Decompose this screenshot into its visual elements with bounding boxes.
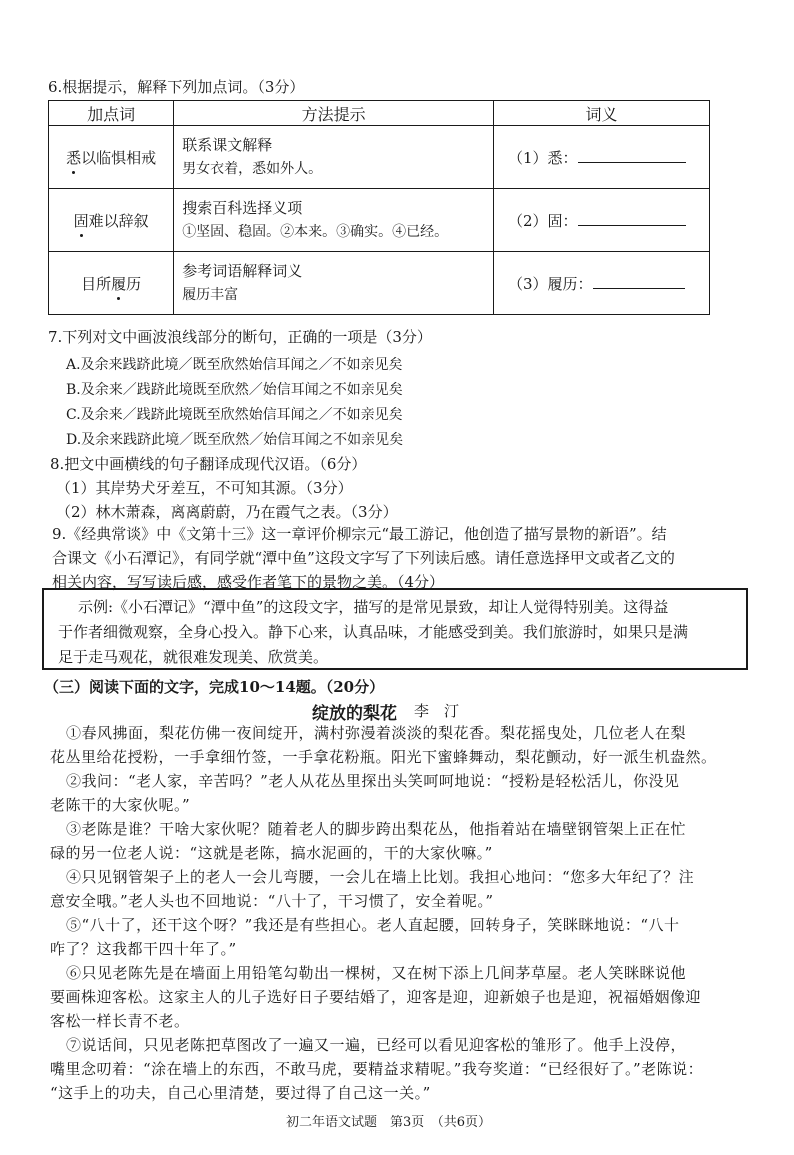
example-line-1: 示例:《小石潭记》“潭中鱼”的这段文字，描写的是常见景致，却让人觉得特别美。这得益 — [78, 598, 669, 616]
q6-header-hint: 方法提示 — [174, 101, 494, 126]
q6-row-2 — [49, 189, 710, 252]
article-para-line: ④只见钢管架子上的老人一会儿弯腰，一会儿在墙上比划。我担心地问：“您多大年纪了？注 — [66, 868, 695, 886]
dotted-char: 悉 — [66, 148, 82, 167]
answer-blank[interactable] — [578, 211, 686, 226]
article-para-line: ⑥只见老陈先是在墙面上用铅笔勾勒出一棵树，又在树下添上几间茅草屋。老人笑眯眯说他 — [66, 964, 687, 982]
q9-line-2: 合课文《小石潭记》，有同学就“潭中鱼”这段文字写了下列读后感。请任意选择甲文或者乙文的 — [52, 549, 675, 567]
article-para-line: 客松一样长青不老。 — [50, 1012, 190, 1030]
q6-hint-1 — [174, 126, 494, 189]
word-post: 以临惧相戒 — [81, 148, 157, 167]
page-footer: 初二年语文试题 第3页 （共6页） — [286, 1115, 492, 1130]
article-para-line: “这手上的功夫，自己心里清楚，要过得了自己这一关。” — [50, 1084, 431, 1102]
q7-title: 7.下列对文中画波浪线部分的断句，正确的一项是（3分） — [48, 328, 432, 346]
word-post: 历 — [126, 274, 142, 293]
q7-option-c: C.及余来／践跻此境既至欣然始信耳闻之／不如亲见矣 — [66, 407, 403, 423]
q7-option-d: D.及余来践跻此境／既至欣然／始信耳闻之不如亲见矣 — [66, 432, 404, 448]
q6-word-2 — [49, 189, 174, 252]
dotted-char: 履 — [111, 274, 127, 293]
article-author: 李 汀 — [414, 702, 460, 720]
q9-line-1: 9.《经典常谈》中《文第十三》这一章评价柳宗元“最工游记，他创造了描写景物的新语”。结 — [52, 525, 667, 543]
q6-word-3 — [49, 252, 174, 315]
article-para-line: 嘴里念叨着：“涂在墙上的东西，不敢马虎，要精益求精呢。”我夸奖道：“已经很好了。”老陈说： — [50, 1060, 704, 1078]
q6-table — [48, 100, 710, 315]
q6-row-3 — [49, 252, 710, 315]
word-pre: 目所 — [81, 274, 112, 293]
q6-header-meaning: 词义 — [493, 101, 709, 126]
article-para-line: 碌的另一位老人说：“这就是老陈，搞水泥画的，干的大家伙嘛。” — [50, 844, 493, 862]
article-para-line: ⑤“八十了，还干这个呀？”我还是有些担心。老人直起腰，回转身子，笑眯眯地说：“八十 — [66, 916, 680, 934]
article-para-line: 意安全哦。”老人头也不回地说：“八十了，干习惯了，安全着呢。” — [50, 892, 494, 910]
article-title: 绽放的梨花 — [312, 704, 397, 724]
dotted-char: 固 — [73, 211, 89, 230]
q8-title: 8.把文中画横线的句子翻译成现代汉语。（6分） — [50, 455, 367, 473]
q6-header-row — [49, 101, 710, 126]
q7-option-a: A.及余来践跻此境／既至欣然始信耳闻之／不如亲见矣 — [66, 357, 403, 373]
q8-item-1: （1）其岸势犬牙差互，不可知其源。（3分） — [56, 479, 353, 497]
q6-title: 6.根据提示，解释下列加点词。（3分） — [48, 78, 305, 96]
hint-title: 联系课文解释 — [182, 136, 273, 154]
hint-title: 参考词语解释词义 — [182, 262, 303, 280]
answer-blank[interactable] — [593, 274, 685, 289]
hint-title: 搜索百科选择义项 — [182, 199, 303, 217]
q6-hint-2 — [174, 189, 494, 252]
q6-answer-2 — [493, 189, 709, 252]
answer-blank[interactable] — [578, 148, 686, 163]
q9-example-box — [42, 588, 748, 670]
q8-item-2: （2）林木萧森，离离蔚蔚，乃在霞气之表。（3分） — [56, 503, 398, 521]
q7-option-b: B.及余来／践跻此境既至欣然／始信耳闻之不如亲见矣 — [66, 382, 403, 398]
answer-label: （3）履历： — [507, 274, 593, 293]
section3-heading: （三）阅读下面的文字，完成10～14题。（20分） — [44, 678, 385, 696]
example-line-3: 足于走马观花，就很难发现美、欣赏美。 — [58, 648, 329, 666]
q6-word-1 — [49, 126, 174, 189]
hint-body: 履历丰富 — [182, 287, 239, 303]
article-para-line: ②我问：“老人家，辛苦吗？”老人从花丛里探出头笑呵呵地说：“授粉是轻松活儿，你没见 — [66, 772, 680, 790]
q6-answer-3 — [493, 252, 709, 315]
hint-body: ①坚固、稳固。②本来。③确实。④已经。 — [182, 224, 449, 240]
article-para-line: 老陈干的大家伙呢。” — [50, 796, 191, 814]
article-para-line: 要画株迎客松。这家主人的儿子选好日子要结婚了，迎客是迎，迎新娘子也是迎，祝福婚姻像迎 — [50, 988, 702, 1006]
q9-line-3: 相关内容，写写读后感，感受作者笔下的景物之美。（4分） — [52, 573, 445, 591]
article-para-line: ③老陈是谁？干啥大家伙呢？随着老人的脚步跨出梨花丛，他指着站在墙壁钢管架上正在忙 — [66, 820, 687, 838]
q6-answer-1 — [493, 126, 709, 189]
q6-row-1 — [49, 126, 710, 189]
article-para-line: ①春风拂面，梨花仿佛一夜间绽开，满村弥漫着淡淡的梨花香。梨花摇曳处，几位老人在梨 — [66, 724, 687, 742]
example-line-2: 于作者细微观察，全身心投入。静下心来，认真品味，才能感受到美。我们旅游时，如果只是满 — [58, 623, 689, 641]
article-para-line: ⑦说话间，只见老陈把草图改了一遍又一遍，已经可以看见迎客松的雏形了。他手上没停， — [66, 1036, 687, 1054]
q6-hint-3 — [174, 252, 494, 315]
article-para-line: 花丛里给花授粉，一手拿细竹签，一手拿花粉瓶。阳光下蜜蜂舞动，梨花颤动，好一派生机盎然。 — [50, 748, 717, 766]
word-post: 难以辞叙 — [88, 211, 149, 230]
article-para-line: 咋了？这我都干四十年了。” — [50, 940, 237, 958]
answer-label: （2）固： — [507, 211, 578, 230]
answer-label: （1）悉： — [507, 148, 578, 167]
q6-header-word: 加点词 — [49, 101, 174, 126]
hint-body: 男女衣着，悉如外人。 — [182, 161, 323, 177]
